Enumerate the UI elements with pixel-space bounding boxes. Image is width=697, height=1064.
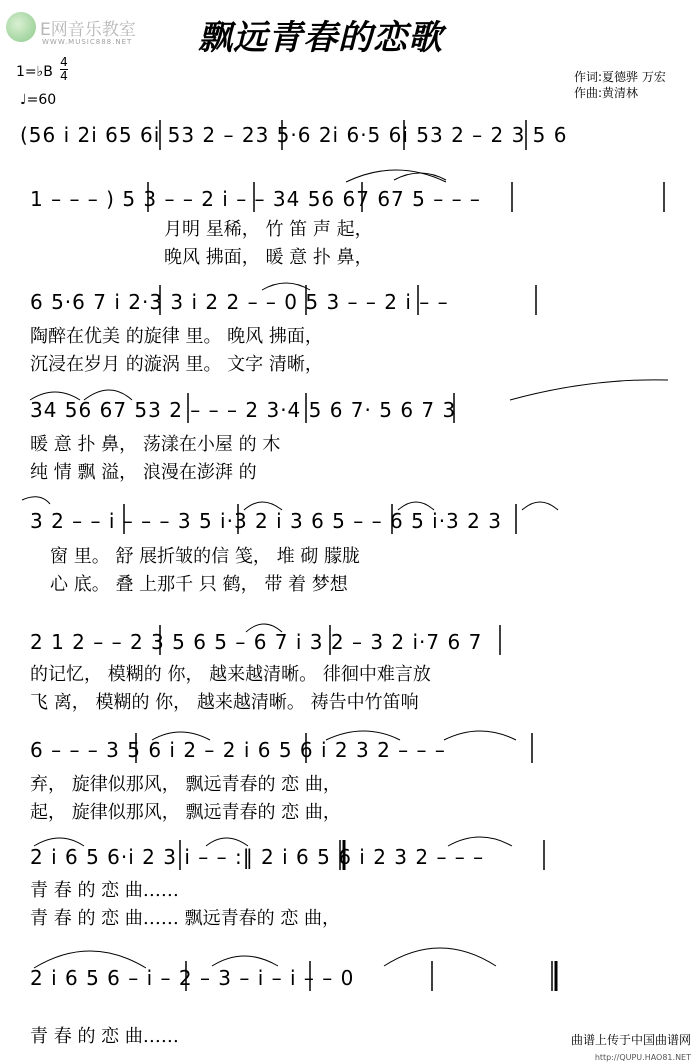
lyric-row-2-verse-1: 月明 星稀， 竹 笛 声 起， — [164, 219, 373, 240]
quarter-note-icon: ♩ — [20, 92, 27, 108]
notation-row-2: 1 – – – ) 5 3 – – 2 i – – 34 56 67 67 5 – – – — [30, 187, 481, 211]
lyric-row-3-verse-1: 陶醉在优美 的旋律 里。 晚风 拂面， — [30, 326, 323, 347]
lyric-row-3-verse-2: 沉浸在岁月 的漩涡 里。 文字 清晰， — [30, 354, 323, 375]
time-bottom: 4 — [60, 69, 68, 83]
notation-row-7: 6 – – – 3 5 6 i 2 – 2 i 6 5 6 i 2 3 2 – – – — [30, 738, 446, 762]
song-title: 飘远青春的恋歌 — [198, 18, 443, 58]
lyric-row-6-verse-1: 的记忆， 模糊的 你， 越来越清晰。 徘徊中难言放 — [30, 664, 431, 685]
lyricist-credit: 作词:夏德骅 万宏 — [574, 70, 666, 84]
lyric-row-8-verse-2: 青 春 的 恋 曲…… 飘远青春的 恋 曲， — [30, 908, 341, 929]
lyric-row-4-verse-2: 纯 情 飘 溢， 浪漫在澎湃 的 — [30, 462, 257, 483]
key-label: 1= — [16, 64, 37, 80]
notation-row-6: 2 1 2 – – 2 3 5 6 5 – 6 7 i 3 2 – 3 2 i·7 6 7 — [30, 630, 483, 654]
lyric-row-4-verse-1: 暖 意 扑 鼻， 荡漾在小屋 的 木 — [30, 434, 281, 455]
tempo-value: =60 — [26, 92, 57, 108]
key-flat: ♭B — [36, 64, 53, 80]
notation-row-4: 34 56 67 53 2 – – – 2 3·4 5 6 7· 5 6 7 3 — [30, 398, 457, 422]
lyric-row-7-verse-2: 起， 旋律似那风， 飘远青春的 恋 曲， — [30, 802, 341, 823]
lyric-row-5-verse-2: 心 底。 叠 上那千 只 鹤， 带 着 梦想 — [50, 574, 348, 595]
notation-row-3: 6 5·6 7 i 2·3 3 i 2 2 – – 0 5 3 – – 2 i – – — [30, 290, 449, 314]
notation-row-1: (56 i 2i 65 6i 53 2 – 23 5·6 2i 6·5 6i 53 2 – 2 3 5 6 — [20, 123, 568, 147]
bar-lines — [124, 120, 664, 991]
notation-row-9: 2 i 6 5 6 – i – 2 – 3 – i – i – – 0 — [30, 966, 355, 990]
footer-source: 曲谱上传于中国曲谱网 — [570, 1033, 691, 1047]
time-top: 4 — [60, 55, 68, 69]
logo-url: WWW.MUSIC888.NET — [42, 38, 133, 46]
notation-row-5: 3 2 – – i – – – 3 5 i·3 2 i 3 6 5 – – 6 5 i·3 2 3 — [30, 509, 502, 533]
lyric-row-8-verse-1: 青 春 的 恋 曲…… — [30, 880, 179, 901]
lyric-row-6-verse-2: 飞 离， 模糊的 你， 越来越清晰。 祷告中竹笛响 — [30, 692, 419, 713]
notation-row-8: 2 i 6 5 6·i 2 3 i – – :‖ 2 i 6 5 6 i 2 3 2 – – – — [30, 845, 485, 869]
lyric-row-9-verse-1: 青 春 的 恋 曲…… — [30, 1026, 179, 1047]
lyric-row-5-verse-1: 窗 里。 舒 展折皱的信 笺， 堆 砌 朦胧 — [50, 546, 361, 567]
lyric-row-2-verse-2: 晚风 拂面， 暖 意 扑 鼻， — [164, 247, 373, 268]
composer-credit: 作曲:黄清林 — [574, 86, 639, 100]
logo-text: E网音乐教室 — [40, 20, 136, 40]
lyric-row-7-verse-1: 弃， 旋律似那风， 飘远青春的 恋 曲， — [30, 774, 341, 795]
footer-url: http://QUPU.HAO81.NET — [594, 1053, 691, 1062]
